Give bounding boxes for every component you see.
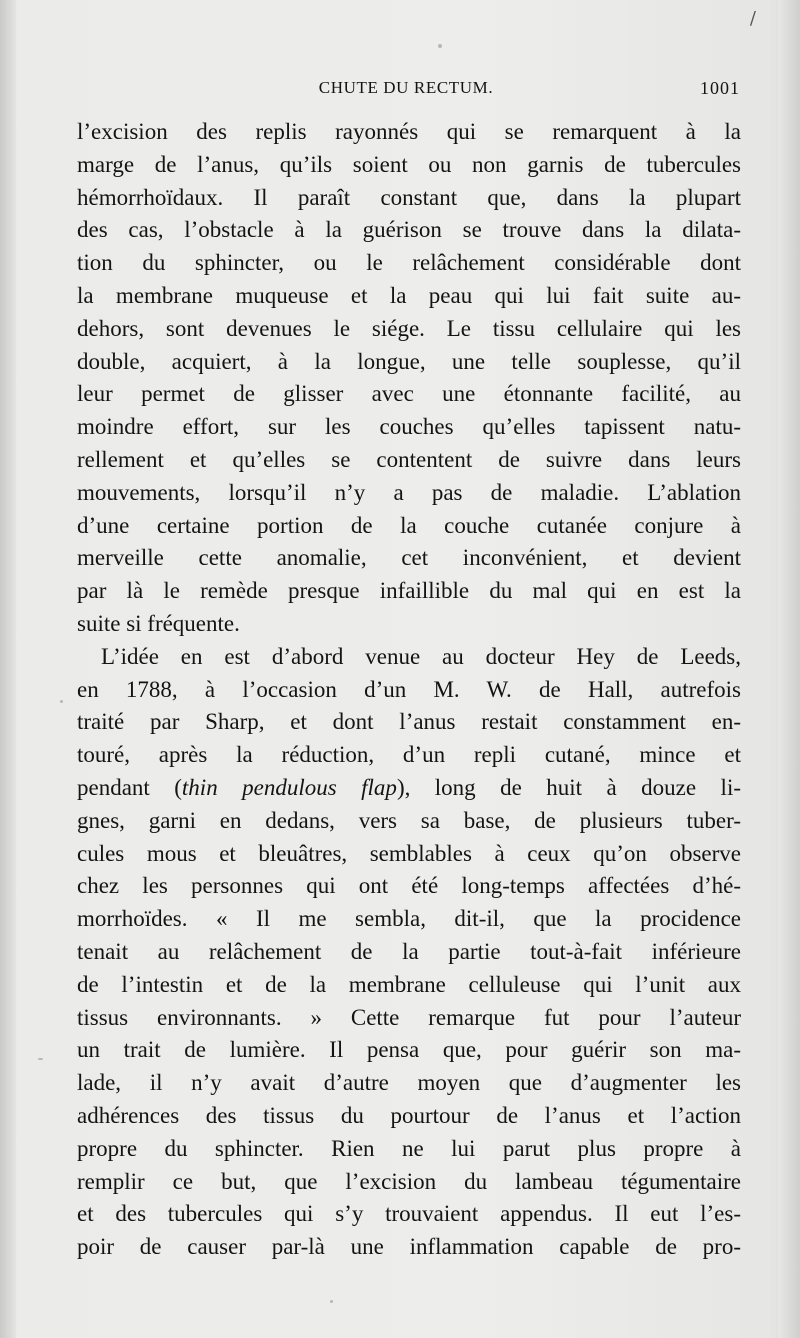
page-number: 1001 (700, 78, 740, 98)
text-line: de l’intestin et de la membrane celluleuse qui l’unit aux (77, 971, 741, 997)
paper-speck (438, 44, 442, 48)
text-line: rellement et qu’elles se contentent de suivre dans leurs (77, 446, 741, 472)
running-head: CHUTE DU RECTUM. (318, 78, 494, 97)
corner-mark: / (749, 8, 756, 29)
text-line: propre du sphincter. Rien ne lui parut plus propre à (77, 1135, 741, 1161)
text-line: touré, après la réduction, d’un repli cutané, mince et (77, 742, 741, 768)
text-line: un trait de lumière. Il pensa que, pour guérir son ma- (77, 1037, 741, 1063)
page-edge-shadow (778, 0, 800, 1338)
paper-speck (330, 1300, 333, 1303)
paragraph-end-line: suite si fréquente. (77, 610, 240, 636)
text-line: gnes, garni en dedans, vers sa base, de plusieurs tuber- (77, 807, 741, 833)
text-line: morrhoïdes. « Il me sembla, dit-il, que la procidence (77, 906, 741, 932)
text-line: traité par Sharp, et dont l’anus restait constamment en- (77, 709, 741, 735)
text-line: tion du sphincter, ou le relâchement considérable dont (77, 250, 741, 276)
italic-phrase: thin pendulous flap (181, 774, 397, 800)
text-segment: pendant ( (77, 774, 182, 800)
text-line: d’une certaine portion de la couche cutanée conjure à (77, 512, 741, 538)
text-line: des cas, l’obstacle à la guérison se trouve dans la dilata- (77, 217, 741, 243)
paper-speck (60, 700, 63, 703)
text-line: l’excision des replis rayonnés qui se remarquent à la (77, 119, 741, 144)
page-gutter-shadow (0, 0, 16, 1338)
text-line-with-italic (77, 772, 741, 805)
text-line: et des tubercules qui s’y trouvaient appendus. Il eut l’es- (77, 1201, 741, 1227)
text-line: adhérences des tissus du pourtour de l’anus et l’action (77, 1102, 741, 1128)
paragraph-start-line: L’idée en est d’abord venue au docteur Hey de Leeds, (101, 643, 741, 669)
text-line: poir de causer par-là une inflammation capable de pro- (77, 1234, 741, 1260)
text-segment: ), long de huit à douze li- (396, 774, 741, 800)
page-header (72, 74, 740, 104)
text-line: merveille cette anomalie, cet inconvénient, et devient (77, 545, 741, 571)
text-line: par là le remède presque infaillible du mal qui en est la (77, 578, 741, 604)
text-line: tissus environnants. » Cette remarque fut pour l’auteur (77, 1004, 741, 1030)
text-line: remplir ce but, que l’excision du lambeau tégumentaire (77, 1168, 741, 1194)
paper-speck (38, 1058, 43, 1060)
text-line: moindre effort, sur les couches qu’elles tapissent natu- (77, 414, 741, 440)
text-line: cules mous et bleuâtres, semblables à ceux qu’on observe (77, 840, 741, 866)
text-line: dehors, sont devenues le siége. Le tissu cellulaire qui les (77, 315, 741, 341)
text-line: chez les personnes qui ont été long-temps affectées d’hé- (77, 873, 741, 899)
text-line: leur permet de glisser avec une étonnante facilité, au (77, 381, 741, 407)
text-line: hémorrhoïdaux. Il paraît constant que, dans la plupart (77, 184, 741, 210)
text-line: mouvements, lorsqu’il n’y a pas de maladie. L’ablation (77, 479, 741, 505)
body-text (77, 116, 741, 1264)
text-line: double, acquiert, à la longue, une telle souplesse, qu’il (77, 348, 741, 374)
text-line: en 1788, à l’occasion d’un M. W. de Hall, autrefois (77, 676, 741, 702)
text-line: tenait au relâchement de la partie tout-à-fait inférieure (77, 938, 741, 964)
text-line: lade, il n’y avait d’autre moyen que d’augmenter les (77, 1070, 741, 1096)
text-line: marge de l’anus, qu’ils soient ou non garnis de tubercules (77, 151, 741, 177)
text-line: la membrane muqueuse et la peau qui lui fait suite au- (77, 282, 741, 308)
